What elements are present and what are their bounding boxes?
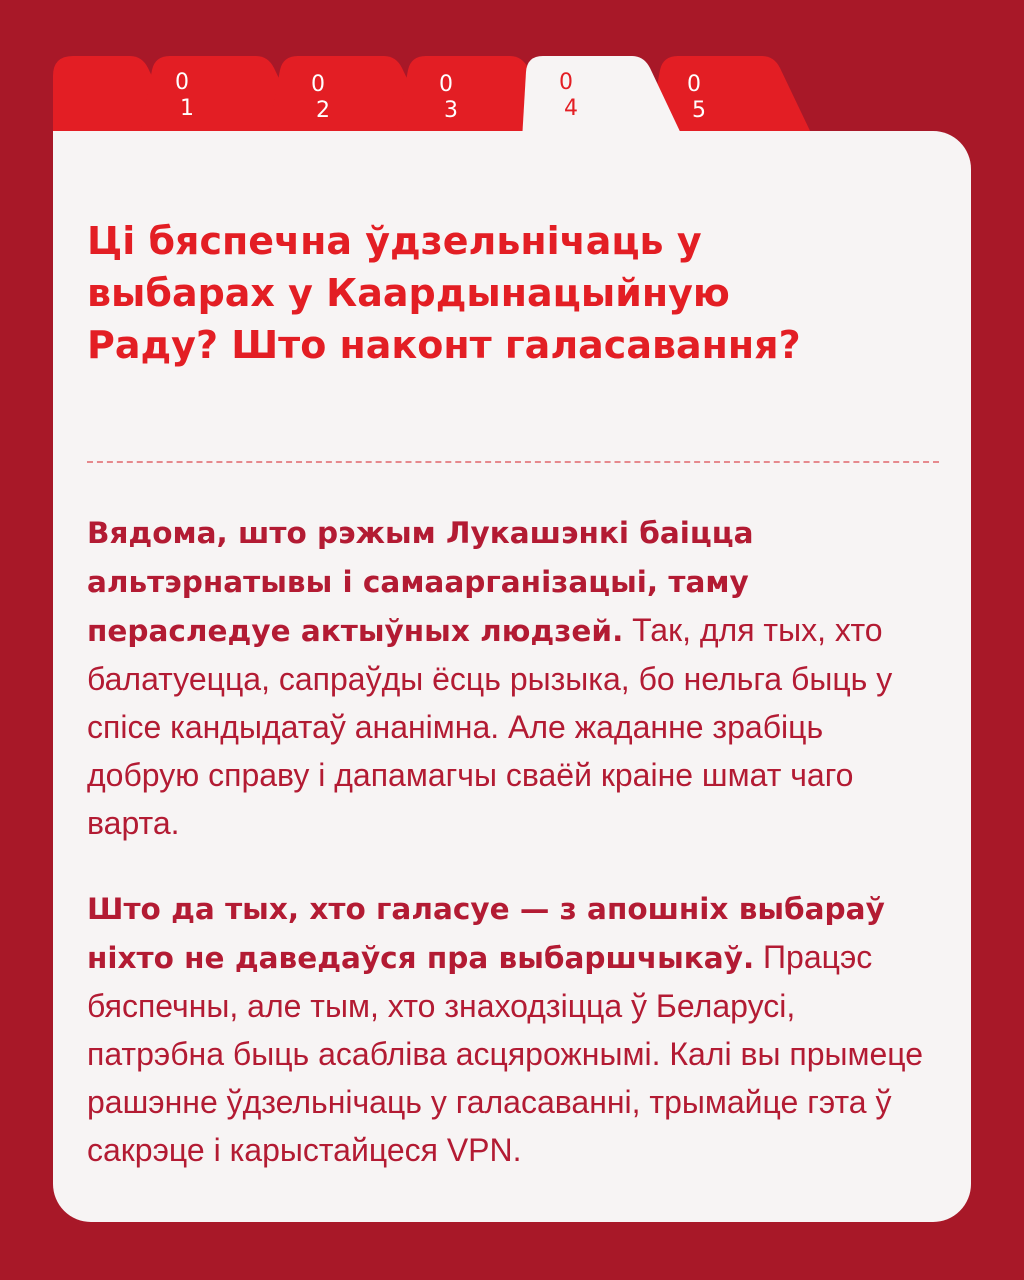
tab-03-digit-top: 0: [439, 72, 453, 97]
paragraph-2-regular: Працэс бяспечны, але тым, хто знаходзіцца ў Беларусі, патрэбна быць асабліва асцярожнымі. Калі вы прымеце рашэнне ўдзельнічаць у галасаванні, трымайце гэта ў сакрэце і карыстайцеся VPN.: [87, 939, 924, 1168]
tab-02-digit-top: 0: [311, 72, 325, 97]
paragraph-1: [87, 508, 937, 847]
tab-03-label: [426, 72, 466, 124]
tab-03-digit-bottom: 3: [444, 98, 458, 123]
tab-01-label: [162, 70, 202, 122]
tab-05-digit-top: 0: [687, 72, 701, 97]
tab-02-digit-bottom: 2: [316, 98, 330, 123]
tab-04-digit-top: 0: [559, 70, 573, 95]
paragraph-1-bold: Вядома, што рэжым Лукашэнкі баіцца альтэрнатывы і самаарганізацыі, таму пераследуе актыўных людзей.: [87, 516, 754, 648]
tab-05-label: [674, 72, 714, 124]
tab-05-digit-bottom: 5: [692, 98, 706, 123]
tab-02-label: [298, 72, 338, 124]
tab-01-digit-bottom: 1: [180, 96, 194, 121]
content-card: [53, 131, 971, 1222]
card-title: Ці бяспечна ўдзельнічаць у выбарах у Каардынацыйную Раду? Што наконт галасавання?: [87, 219, 801, 367]
paragraph-2-bold: Што да тых, хто галасуе — з апошніх выбараў ніхто не даведаўся пра выбаршчыкаў.: [87, 892, 885, 975]
tab-04-label: [546, 70, 586, 122]
tab-04-digit-bottom: 4: [564, 96, 578, 121]
paragraph-2: [87, 884, 937, 1174]
paragraph-1-regular: Так, для тых, хто балатуецца, сапраўды ёсць рызыка, бо нельга быць у спісе кандыдатаў ананімна. Але жаданне зрабіць добрую справу і дапамагчы сваёй краіне шмат чаго варта.: [87, 612, 893, 841]
dashed-divider: [87, 461, 939, 463]
tab-01-digit-top: 0: [175, 70, 189, 95]
